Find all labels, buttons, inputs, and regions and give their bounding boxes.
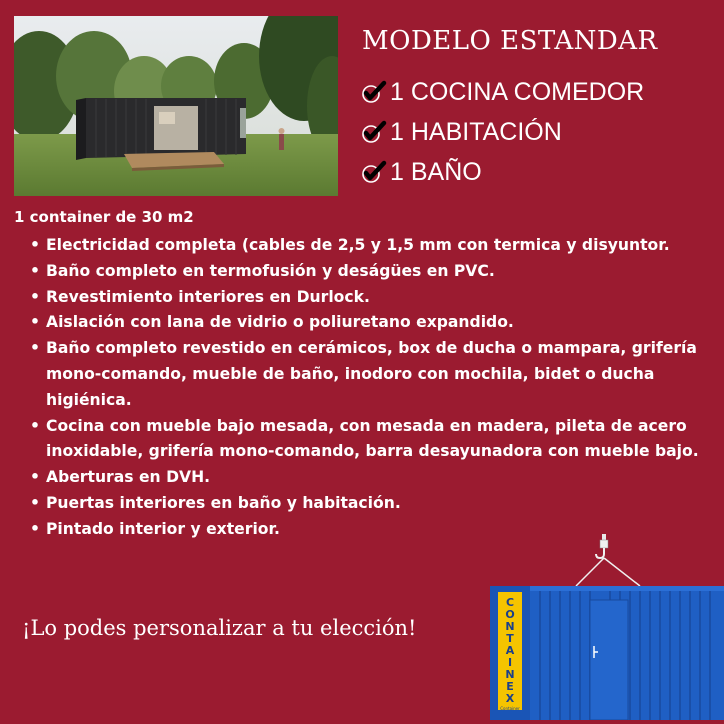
spec-list xyxy=(28,233,712,543)
crane-hook-icon xyxy=(576,534,640,586)
model-title: MODELO ESTANDAR xyxy=(362,26,658,56)
check-icon xyxy=(360,80,388,104)
brand-sub: Container xyxy=(500,706,520,710)
brand-logo xyxy=(498,592,522,710)
container-house-image xyxy=(14,16,338,196)
spec-item: • Pintado interior y exterior. xyxy=(28,517,712,543)
shipping-container-illustration xyxy=(490,534,724,720)
spec-item: • Aislación con lana de vidrio o poliuretano expandido. xyxy=(28,310,712,336)
spec-item: • Revestimiento interiores en Durlock. xyxy=(28,285,712,311)
brand-name: CONTAINEX xyxy=(503,596,517,704)
feature-item xyxy=(360,112,644,152)
spec-item: • Cocina con mueble bajo mesada, con mesada en madera, pileta de acero inoxidable, grifería mono-comando, barra desayunadora con mueble bajo. xyxy=(28,414,712,466)
house-photo xyxy=(14,16,338,196)
feature-item xyxy=(360,72,644,112)
feature-label: 1 BAÑO xyxy=(390,157,482,186)
spec-item: • Aberturas en DVH. xyxy=(28,465,712,491)
feature-label: 1 HABITACIÓN xyxy=(390,117,562,146)
container-size: 1 container de 30 m2 xyxy=(14,208,194,226)
spec-item: • Electricidad completa (cables de 2,5 y 1,5 mm con termica y disyuntor. xyxy=(28,233,712,259)
personalize-tagline: ¡Lo podes personalizar a tu elección! xyxy=(22,616,417,640)
check-icon xyxy=(360,120,388,144)
spec-item: • Baño completo en termofusión y deságües en PVC. xyxy=(28,259,712,285)
spec-item: • Puertas interiores en baño y habitación. xyxy=(28,491,712,517)
check-icon xyxy=(360,160,388,184)
feature-list xyxy=(360,72,644,192)
feature-label: 1 COCINA COMEDOR xyxy=(390,77,645,106)
feature-item xyxy=(360,152,644,192)
spec-item: • Baño completo revestido en cerámicos, box de ducha o mampara, grifería mono-comando, mueble de baño, inodoro con mochila, bidet o ducha higiénica. xyxy=(28,336,712,413)
